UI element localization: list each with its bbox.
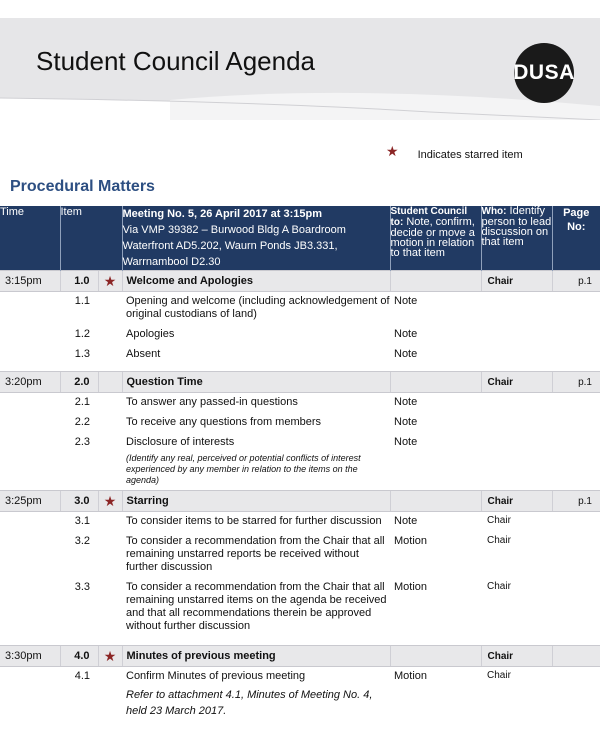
section-who: Chair [481,372,552,393]
section-title-cell: Starring [122,491,390,512]
item-text: To consider items to be starred for further discussion [126,515,382,527]
item-who [481,393,552,414]
table-row [0,667,600,688]
item-number: 1.2 [74,328,90,340]
item-type: Motion [394,535,428,547]
star-icon: ★ [103,492,117,509]
item-who: Chair [487,515,511,526]
table-row [0,433,600,453]
section-title: Procedural Matters [10,178,155,195]
section-number: 4.0 [60,646,98,667]
section-page: p.1 [552,372,600,393]
section-row [0,646,600,667]
item-who: Chair [487,670,511,681]
star-cell [98,271,122,292]
table-row [0,345,600,365]
item-type: Note [394,348,418,360]
section-row [0,491,600,512]
star-icon: ★ [386,143,399,159]
section-page: p.1 [552,491,600,512]
table-row-note [0,453,600,491]
agenda-table [0,206,600,719]
star-legend-label: Indicates starred item [417,149,523,161]
header-item: Item [60,206,122,271]
item-text: To receive any questions from members [126,416,322,428]
header-time: Time [0,206,60,271]
table-row [0,532,600,578]
section-who: Chair [481,271,552,292]
header-sc-rest: Note, confirm, decide or move a motion in relation to that item [390,216,475,259]
item-text: To consider a recommendation from the Chair that all remaining unstarred reports be received without further discussion [126,535,385,573]
item-number: 3.1 [74,515,90,527]
table-row [0,393,600,414]
header-who-bold: Who: [481,206,507,217]
item-text: Absent [126,348,161,360]
item-text: Opening and welcome (including acknowledgement of original custodians of land) [126,295,390,320]
item-type: Note [394,416,418,428]
item-type: Note [394,515,418,527]
section-type-cell [390,372,481,393]
header-band [0,0,600,120]
section-number: 1.0 [60,271,98,292]
item-note: (Identify any real, perceived or potential conflicts of interest experienced by any member in relation to the items on the agenda) [126,453,361,485]
header-sc-bold: Student Council to: [390,206,468,228]
item-number: 1.3 [74,348,90,360]
item-number: 3.3 [74,581,90,593]
table-header-row [0,206,600,271]
header-page-1: Page [563,207,590,219]
section-who: Chair [481,646,552,667]
item-type: Motion [394,581,428,593]
meeting-number: Meeting No. 5, 26 April 2017 at 3:15pm [122,208,322,220]
table-row [0,292,600,326]
item-who [481,433,552,453]
item-number: 3.2 [74,535,90,547]
section-number: 2.0 [60,372,98,393]
table-row-note [0,687,600,719]
star-icon: ★ [103,272,117,289]
item-text: To consider a recommendation from the Chair that all remaining unstarred items on the agenda be received and that all recommendations therein be approved without further discussion [126,581,387,632]
item-type: Note [394,328,418,340]
section-who: Chair [481,491,552,512]
header-meeting [122,206,390,271]
item-who [481,292,552,326]
star-cell [98,491,122,512]
star-legend [386,143,523,162]
section-page: p.1 [552,271,600,292]
section-time: 3:25pm [0,491,60,512]
table-row [0,512,600,533]
section-time: 3:15pm [0,271,60,292]
header-who-rest: Identify person to lead discussion on that item [481,205,552,248]
item-who: Chair [487,535,511,546]
meeting-venue-3: Warrnambool D2.30 [122,256,221,268]
section-page [552,646,600,667]
section-time: 3:20pm [0,372,60,393]
item-type: Note [394,295,418,307]
table-row [0,578,600,637]
table-row [0,413,600,433]
section-title-cell: Question Time [122,372,390,393]
item-text: Confirm Minutes of previous meeting [126,670,306,682]
item-who [481,413,552,433]
section-row [0,271,600,292]
item-who: Chair [487,581,511,592]
section-title-cell: Welcome and Apologies [122,271,390,292]
header-student-council [390,206,481,271]
item-note: Refer to attachment 4.1, Minutes of Meeting No. 4, held 23 March 2017. [126,689,373,717]
section-type-cell [390,271,481,292]
item-who [481,325,552,345]
item-number: 2.2 [74,416,90,428]
section-type-cell [390,646,481,667]
header-page [552,206,600,271]
section-number: 3.0 [60,491,98,512]
section-type-cell [390,491,481,512]
section-time: 3:30pm [0,646,60,667]
meeting-venue-1: Via VMP 39382 – Burwood Bldg A Boardroom [122,224,346,236]
item-text: Apologies [126,328,175,340]
logo-text: DUSA [513,61,575,84]
item-who [481,345,552,365]
item-text: Disclosure of interests [126,436,235,448]
section-title-cell: Minutes of previous meeting [122,646,390,667]
header-page-2: No: [567,221,586,233]
item-number: 4.1 [74,670,90,682]
header-who [481,206,552,271]
section-row [0,372,600,393]
item-type: Note [394,396,418,408]
page-title: Student Council Agenda [36,46,315,76]
star-cell [98,372,122,393]
item-number: 2.1 [74,396,90,408]
item-text: To answer any passed-in questions [126,396,298,408]
table-row [0,325,600,345]
item-number: 1.1 [74,295,90,307]
star-cell [98,646,122,667]
item-type: Note [394,436,418,448]
item-type: Motion [394,670,428,682]
meeting-venue-2: Waterfront AD5.202, Waurn Ponds JB3.331, [122,240,338,252]
dusa-logo [514,43,574,103]
star-icon: ★ [103,647,117,664]
item-number: 2.3 [74,436,90,448]
